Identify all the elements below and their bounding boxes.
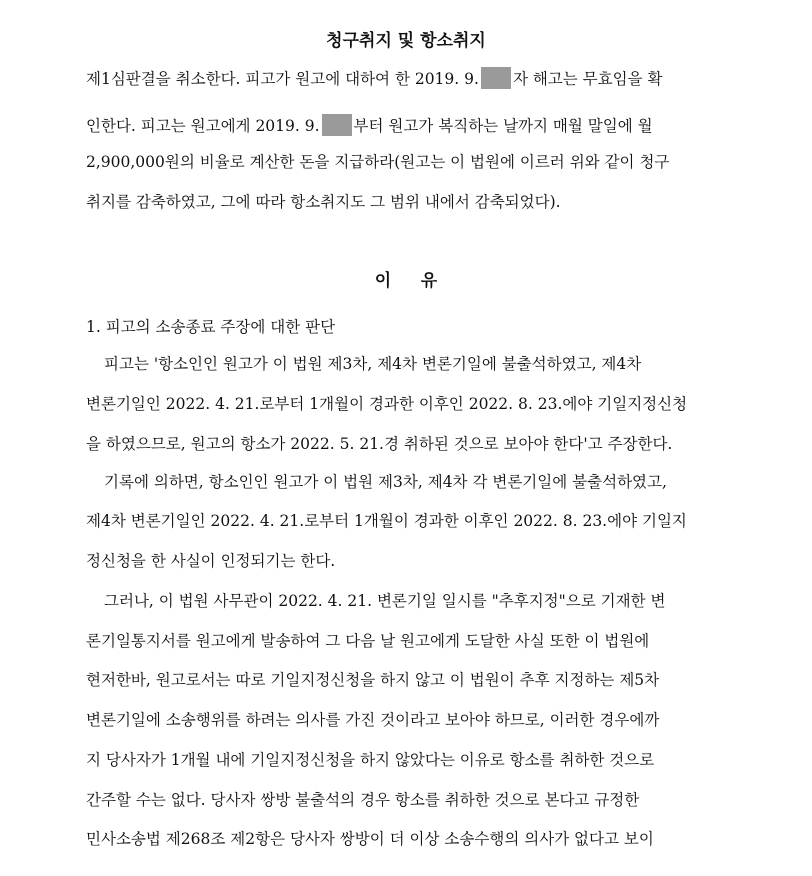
claim-text: 부터 원고가 복직하는 날까지 매월 말일에 월 bbox=[353, 117, 653, 135]
page-title: 청구취지 및 항소취지 bbox=[326, 31, 486, 51]
paragraph-line: 변론기일에 소송행위를 하려는 의사를 가진 것이라고 보아야 하므로, 이러한 경우에까 bbox=[86, 711, 660, 729]
paragraph-line: 제4차 변론기일인 2022. 4. 21.로부터 1개월이 경과한 이후인 2022. 8. 23.에야 기일지 bbox=[86, 512, 687, 530]
paragraph-line: 피고는 '항소인인 원고가 이 법원 제3차, 제4차 변론기일에 불출석하였고, 제4차 bbox=[104, 355, 642, 373]
claim-line-1 bbox=[86, 67, 662, 90]
paragraph-line: 그러나, 이 법원 사무관이 2022. 4. 21. 변론기일 일시를 "추후지정"으로 기재한 변 bbox=[104, 592, 666, 610]
redacted-date bbox=[481, 67, 511, 89]
paragraph-line: 정신청을 한 사실이 인정되기는 한다. bbox=[86, 552, 336, 570]
paragraph-line: 민사소송법 제268조 제2항은 당사자 쌍방이 더 이상 소송수행의 의사가 없다고 보이 bbox=[86, 830, 654, 848]
claim-line-2 bbox=[86, 114, 653, 137]
paragraph-line: 간주할 수는 없다. 당사자 쌍방 불출석의 경우 항소를 취하한 것으로 본다고 규정한 bbox=[86, 791, 640, 809]
claim-line-4: 취지를 감축하였고, 그에 따라 항소취지도 그 범위 내에서 감축되었다). bbox=[86, 193, 561, 211]
paragraph-line: 을 하였으므로, 원고의 항소가 2022. 5. 21.경 취하된 것으로 보아야 한다'고 주장한다. bbox=[86, 435, 673, 453]
reason-heading: 이 유 bbox=[374, 271, 438, 291]
section-title: 1. 피고의 소송종료 주장에 대한 판단 bbox=[86, 318, 336, 336]
claim-line-3: 2,900,000원의 비율로 계산한 돈을 지급하라(원고는 이 법원에 이르러 위와 같이 청구 bbox=[86, 153, 670, 171]
paragraph-line: 기록에 의하면, 항소인인 원고가 이 법원 제3차, 제4차 각 변론기일에 불출석하였고, bbox=[104, 473, 667, 491]
paragraph-line: 현저한바, 원고로서는 따로 기일지정신청을 하지 않고 이 법원이 추후 지정하는 제5차 bbox=[86, 671, 660, 689]
claim-text: 인한다. 피고는 원고에게 2019. 9. bbox=[86, 117, 320, 135]
paragraph-line: 론기일통지서를 원고에게 발송하여 그 다음 날 원고에게 도달한 사실 또한 이 법원에 bbox=[86, 632, 650, 650]
claim-text: 제1심판결을 취소한다. 피고가 원고에 대하여 한 2019. 9. bbox=[86, 70, 479, 88]
paragraph-line: 변론기일인 2022. 4. 21.로부터 1개월이 경과한 이후인 2022. 8. 23.에야 기일지정신청 bbox=[86, 395, 688, 413]
claim-text: 자 해고는 무효임을 확 bbox=[512, 70, 663, 88]
paragraph-line: 지 당사자가 1개월 내에 기일지정신청을 하지 않았다는 이유로 항소를 취하한 것으로 bbox=[86, 751, 655, 769]
redacted-date bbox=[322, 114, 352, 136]
